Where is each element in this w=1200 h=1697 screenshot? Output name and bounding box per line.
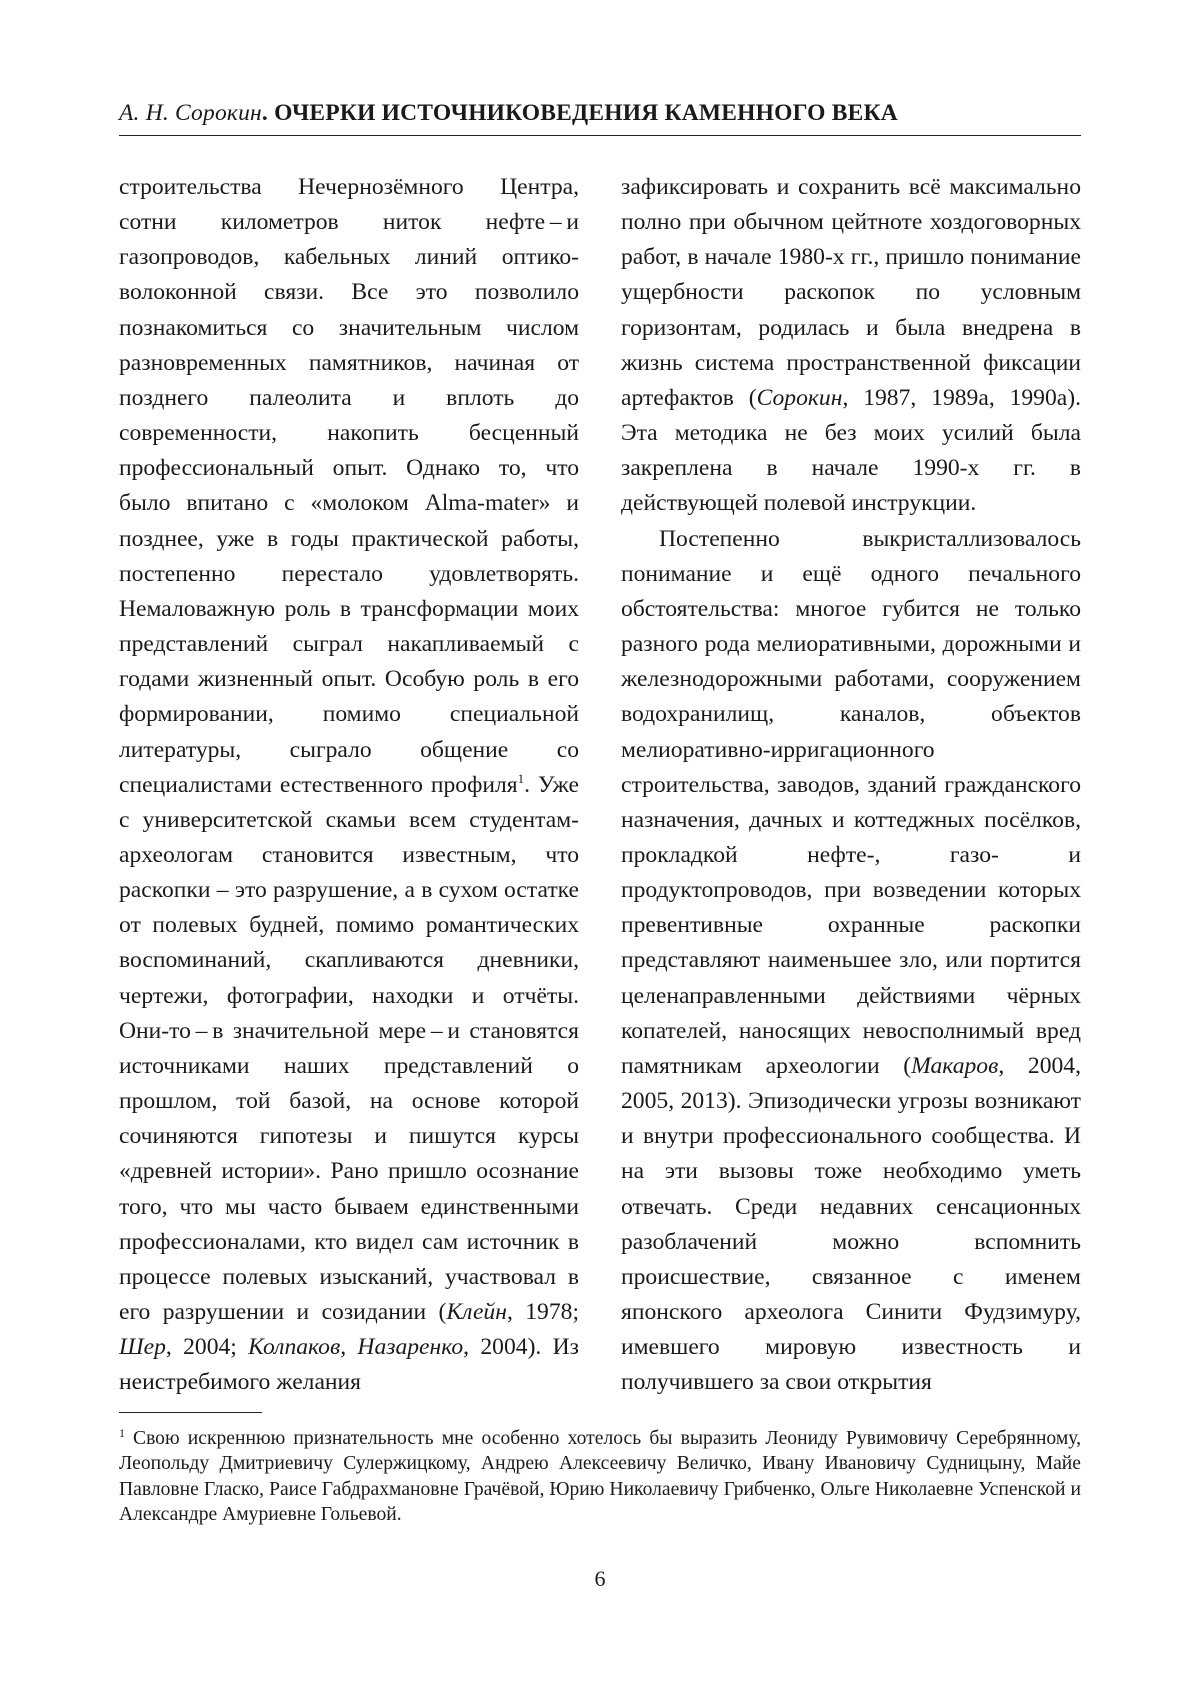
footnote-text: Свою искреннюю признательность мне особенно хотелось бы выразить Леониду Рувимовичу Серебрянному, Леопольду Дмитриевичу Сулержицкому, Андрею Алексеевичу Величко, Ивану Ивановичу Судницыну, Майе Павловне Гласко, Раисе Габдрахмановне Грачёвой, Юрию Николаевичу Грибченко, Ольге Николаевне Успенской и Александре Амуриевне Гольевой. xyxy=(119,1428,1081,1526)
left-text-2: . Уже с университетской скамьи всем студентам-археологам становится известным, что раскопки – это разрушение, а в сухом остатке от полевых будней, помимо романтических воспоминаний, скапливаются дневники, чертежи, фотографии, находки и отчёты. Они-то – в значительной мере – и становятся источниками наших представлений о прошлом, той базой, на основе которой сочиняются гипотезы и пишутся курсы «древней истории». Рано пришло осознание того, что мы часто бываем единственными профессионалами, кто видел сам источник в процессе полевых изысканий, участвовал в его разрушении и созидании ( xyxy=(119,771,579,1325)
left-text-1: строительства Нечернозёмного Центра, сотни километров ниток нефте – и газопроводов, кабельных линий оптико-волоконной связи. Все это позволило познакомиться со значительным числом разновременных памятников, начиная от позднего палеолита и вплоть до современности, накопить бесценный профессиональный опыт. Однако то, что было впитано с «молоком Alma-mater» и позднее, уже в годы практической работы, постепенно перестало удовлетворять. Немаловажную роль в трансформации моих представлений сыграл накапливаемый с годами жизненный опыт. Особую роль в его формировании, помимо специальной литературы, сыграло общение со специалистами естественного профиля xyxy=(119,174,579,798)
right-text-3: Постепенно выкристаллизовалось понимание и ещё одного печального обстоятельства: многое губится не только разного рода мелиоративными, дорожными и железнодорожными работами, сооружением водохранилищ, каналов, объектов мелиоративно-ирригационного строительства, заводов, зданий гражданского назначения, дачных и коттеджных посёлков, прокладкой нефте-, газо- и продуктопроводов, при возведении которых превентивные охранные раскопки представляют наименьшее зло, или портится целенаправленными действиями чёрных копателей, наносящих невосполнимый вред памятникам археологии ( xyxy=(621,525,1081,1079)
citation-year: , 1978; xyxy=(506,1299,579,1325)
right-text-4: , 2004, 2005, 2013). Эпизодически угрозы возникают и внутри профессионального сообщества. И на эти вызовы тоже необходимо уметь отвечать. Среди недавних сенсационных разоблачений можно вспомнить происшествие, связанное с именем японского археолога Синити Фудзимуру, имевшего мировую известность и получившего за свои открытия xyxy=(621,1052,1081,1396)
citation-author: Сорокин xyxy=(756,384,843,411)
citation-year: , 2004; xyxy=(165,1334,249,1361)
citation-author: Шер xyxy=(119,1334,166,1361)
right-paragraph-2 xyxy=(621,522,1081,1401)
left-paragraph xyxy=(119,170,579,1400)
left-column xyxy=(119,170,579,1400)
right-text-2: , 1987, 1989а, 1990а). Эта методика не без моих усилий была закреплена в начале 1990-х гг. в действующей полевой инструкции. xyxy=(621,384,1081,517)
right-paragraph-1 xyxy=(621,170,1081,522)
footnote-marker: 1 xyxy=(119,1426,125,1440)
footnote-divider xyxy=(119,1412,262,1413)
footnote-reference: 1 xyxy=(517,770,525,786)
running-head xyxy=(119,100,1081,136)
citation-author: Макаров xyxy=(911,1052,999,1079)
header-separator: . xyxy=(261,100,275,126)
right-text-1: зафиксировать и сохранить всё максимально полно при обычном цейтноте хоздоговорных работ, в начале 1980-х гг., пришло понимание ущербности раскопок по условным горизонтам, родилась и была внедрена в жизнь система пространственной фиксации артефактов ( xyxy=(621,174,1081,411)
header-title: ОЧЕРКИ ИСТОЧНИКОВЕДЕНИЯ КАМЕННОГО ВЕКА xyxy=(274,100,898,126)
right-column xyxy=(621,170,1081,1400)
citation-author: Клейн xyxy=(446,1299,507,1325)
left-text-3: , 2004). Из неистребимого желания xyxy=(119,1334,579,1396)
citation-author: Колпаков, Назаренко xyxy=(248,1334,464,1361)
page-number: 6 xyxy=(594,1566,606,1591)
footnote xyxy=(119,1426,1081,1528)
header-author: А. Н. Сорокин xyxy=(119,100,262,126)
